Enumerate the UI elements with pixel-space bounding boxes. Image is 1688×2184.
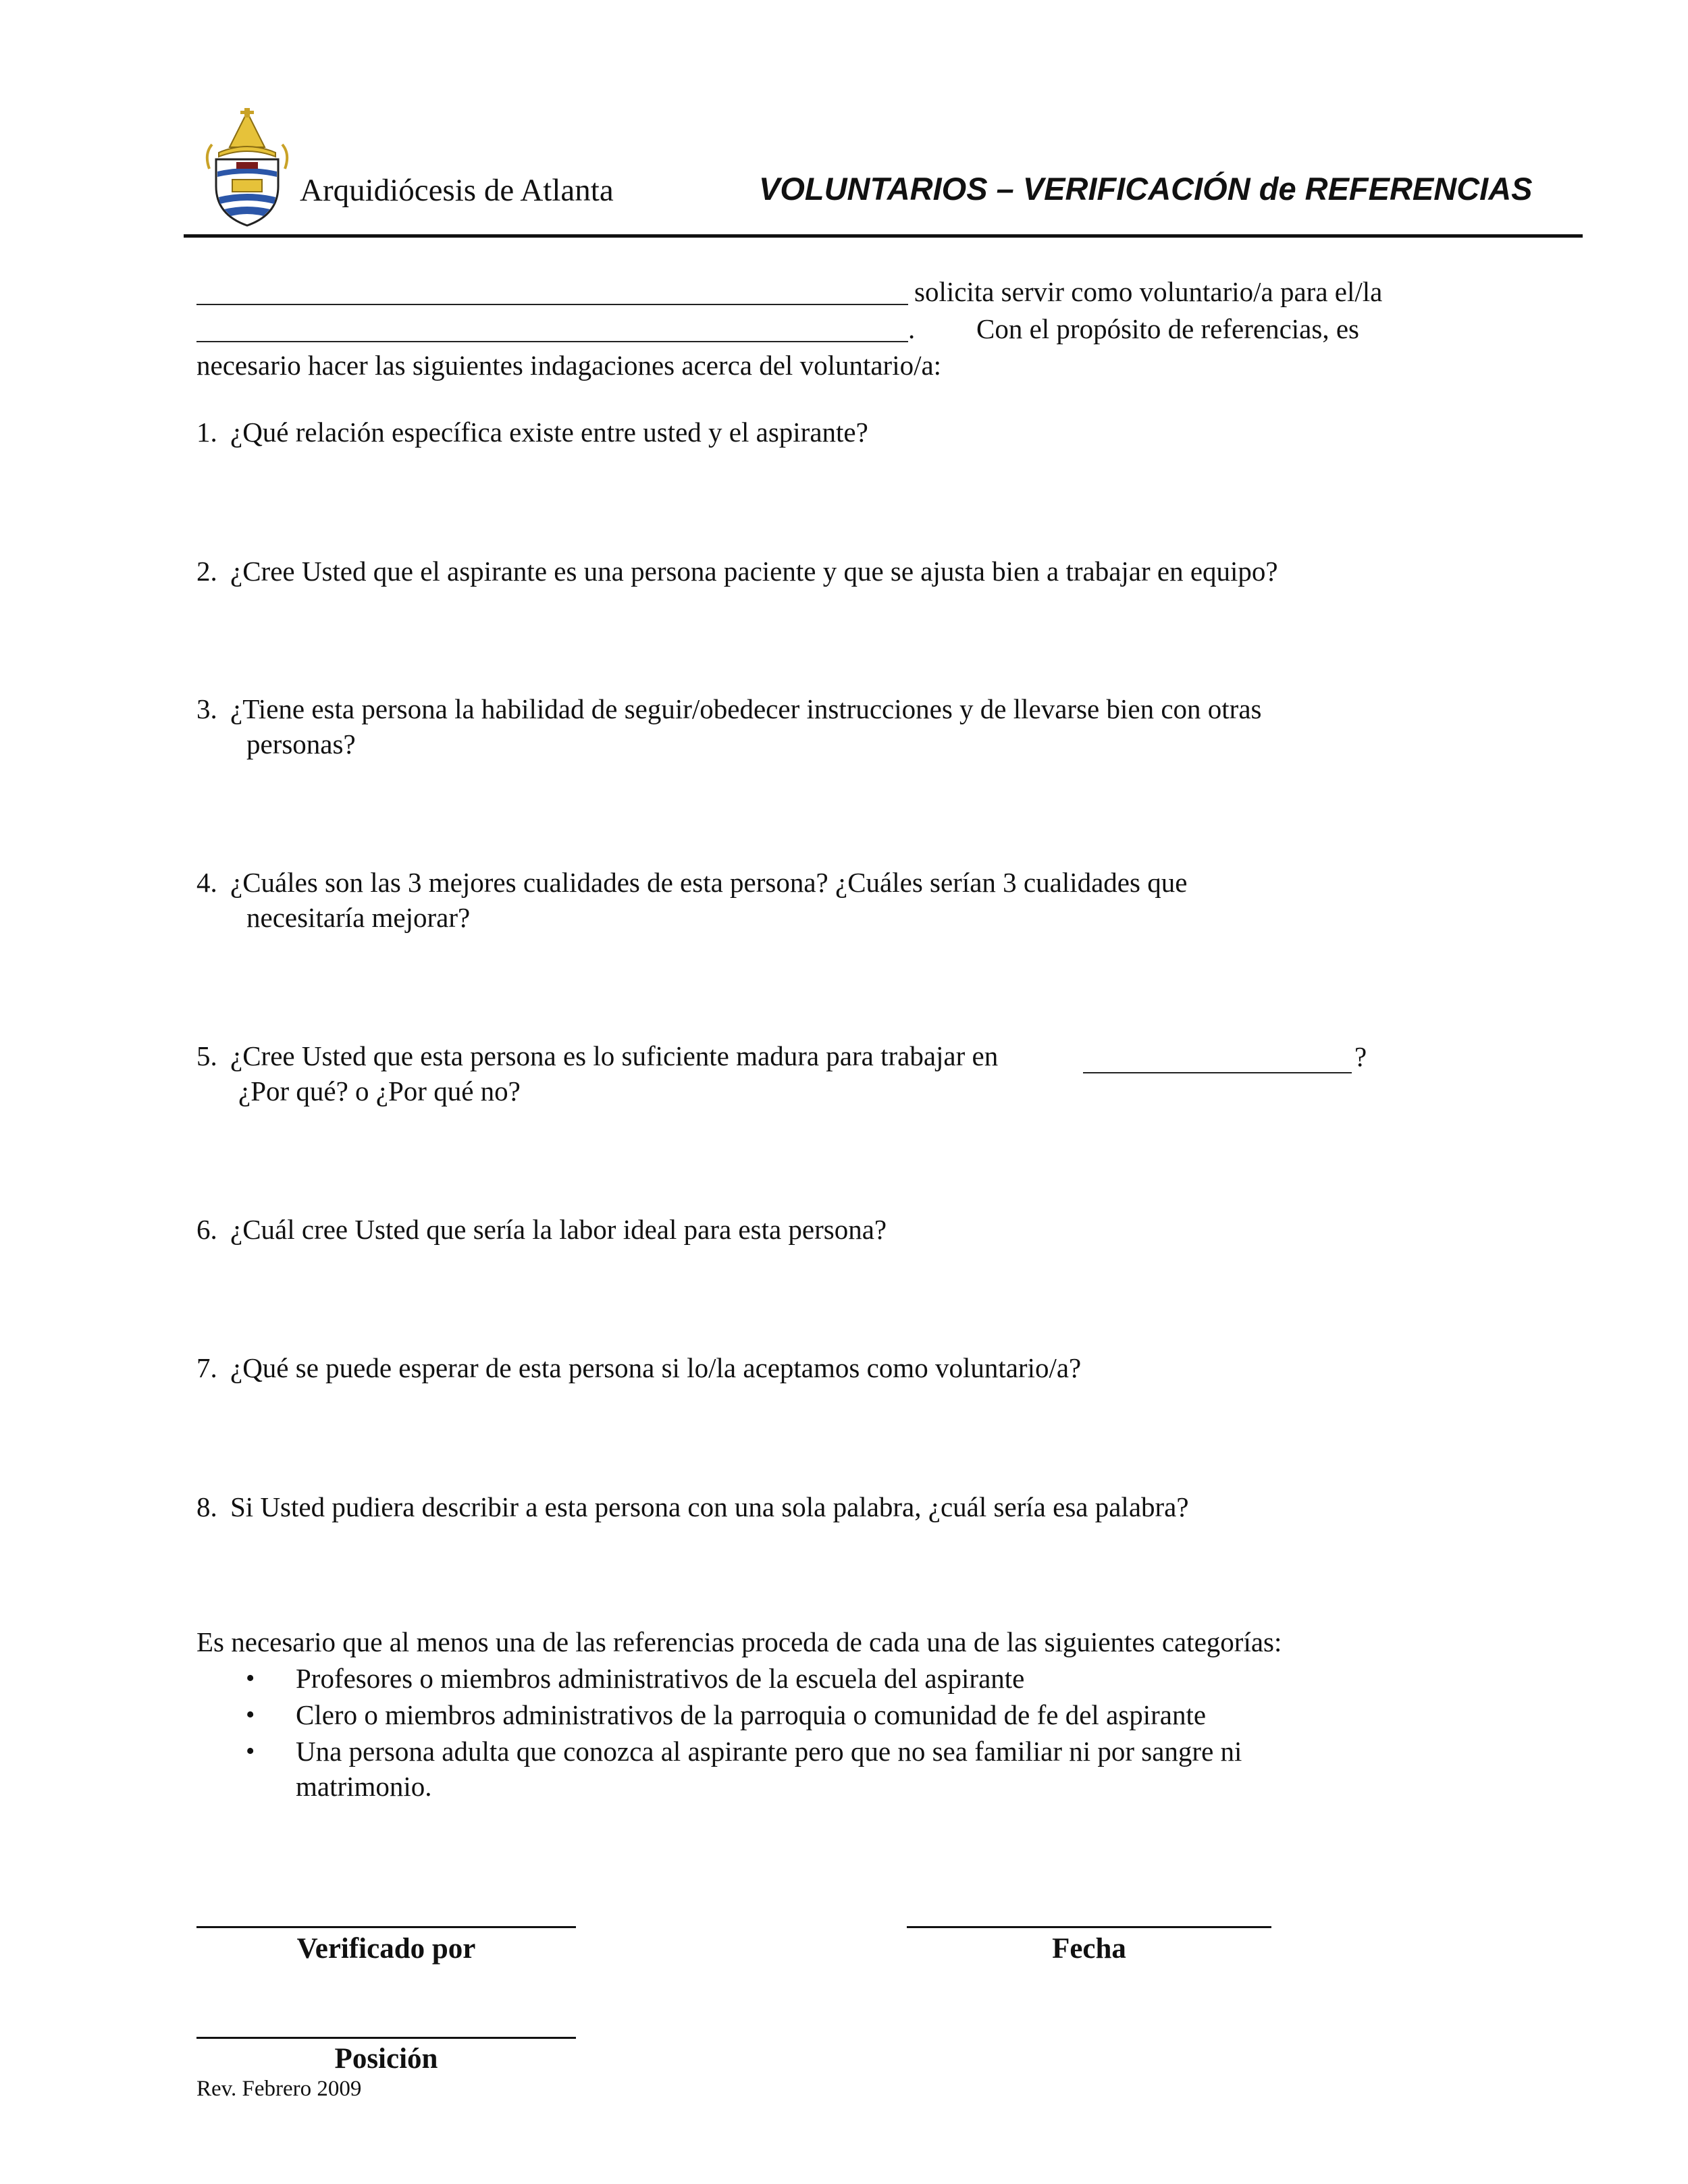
category-text-line-2: matrimonio.: [296, 1771, 432, 1802]
question-number: 5.: [196, 1040, 217, 1071]
bullet-icon: •: [246, 1701, 255, 1729]
question-number: 7.: [196, 1352, 217, 1383]
question-number: 1.: [196, 417, 217, 448]
verified-by-label: Verificado por: [296, 1933, 476, 1965]
position-signature-line[interactable]: [196, 2037, 576, 2039]
bullet-icon: •: [246, 1664, 255, 1693]
question-3: [196, 691, 1261, 762]
question-number: 3.: [196, 693, 217, 724]
intro-line-3: necesario hacer las siguientes indagaciones acerca del voluntario/a:: [196, 350, 942, 381]
question-text-line-1: ¿Cree Usted que esta persona es lo suficiente madura para trabajar en: [230, 1040, 999, 1071]
question-number: 4.: [196, 867, 217, 898]
question-4: [196, 865, 1187, 935]
question-number: 6.: [196, 1214, 217, 1245]
date-signature-line[interactable]: [907, 1926, 1271, 1928]
category-text-line-1: Una persona adulta que conozca al aspirante pero que no sea familiar ni por sangre ni: [296, 1736, 1242, 1767]
question-number: 2.: [196, 556, 217, 587]
revision-note: Rev. Febrero 2009: [196, 2077, 362, 2101]
question-text-line-1: ¿Cuáles son las 3 mejores cualidades de esta persona? ¿Cuáles serían 3 cualidades que: [230, 867, 1188, 898]
verified-by-signature-line[interactable]: [196, 1926, 576, 1928]
form-title: VOLUNTARIOS – VERIFICACIÓN de REFERENCIAS: [759, 171, 1533, 207]
question-text-line-2: personas?: [246, 728, 356, 760]
question-text: ¿Cree Usted que el aspirante es una persona paciente y que se ajusta bien a trabajar en equipo?: [230, 556, 1278, 587]
question-8: [196, 1489, 1189, 1524]
question-text: ¿Qué se puede esperar de esta persona si lo/la aceptamos como voluntario/a?: [230, 1352, 1082, 1383]
question-5: [196, 1038, 998, 1109]
question-2: [196, 554, 1278, 589]
question-5-suffix: ?: [1354, 1041, 1367, 1072]
archdiocese-coat-of-arms-icon: [203, 107, 292, 228]
intro-line-2: Con el propósito de referencias, es: [976, 313, 1359, 344]
question-7: [196, 1350, 1081, 1385]
organization-name: Arquidiócesis de Atlanta: [300, 173, 614, 208]
category-item: [246, 1697, 1206, 1732]
question-text: ¿Cuál cree Usted que sería la labor ideal para esta persona?: [230, 1214, 887, 1245]
category-item: [246, 1661, 1024, 1696]
question-text: Si Usted pudiera describir a esta persona con una sola palabra, ¿cuál sería esa palabra?: [230, 1491, 1189, 1522]
bullet-icon: •: [246, 1737, 255, 1765]
intro-line-1: solicita servir como voluntario/a para el/la: [914, 276, 1383, 307]
question-1: [196, 415, 868, 450]
position-label: Posición: [334, 2043, 438, 2075]
category-text: Clero o miembros administrativos de la parroquia o comunidad de fe del aspirante: [296, 1699, 1207, 1730]
question-6: [196, 1212, 887, 1247]
category-text: Profesores o miembros administrativos de la escuela del aspirante: [296, 1663, 1025, 1694]
ministry-area-field[interactable]: [1083, 1072, 1352, 1073]
date-label: Fecha: [1052, 1933, 1126, 1965]
question-text-line-2: ¿Por qué? o ¿Por qué no?: [238, 1075, 521, 1107]
volunteer-name-field[interactable]: [196, 304, 908, 305]
header-divider: [184, 234, 1583, 238]
category-item: [246, 1734, 1242, 1804]
ministry-name-field[interactable]: [196, 341, 908, 342]
question-text: ¿Qué relación específica existe entre usted y el aspirante?: [230, 417, 868, 448]
question-text-line-2: necesitaría mejorar?: [246, 902, 471, 933]
intro-period: .: [908, 313, 916, 344]
categories-intro: Es necesario que al menos una de las referencias proceda de cada una de las siguientes categorías:: [196, 1626, 1282, 1657]
question-number: 8.: [196, 1491, 217, 1522]
question-text-line-1: ¿Tiene esta persona la habilidad de seguir/obedecer instrucciones y de llevarse bien con otras: [230, 693, 1262, 724]
